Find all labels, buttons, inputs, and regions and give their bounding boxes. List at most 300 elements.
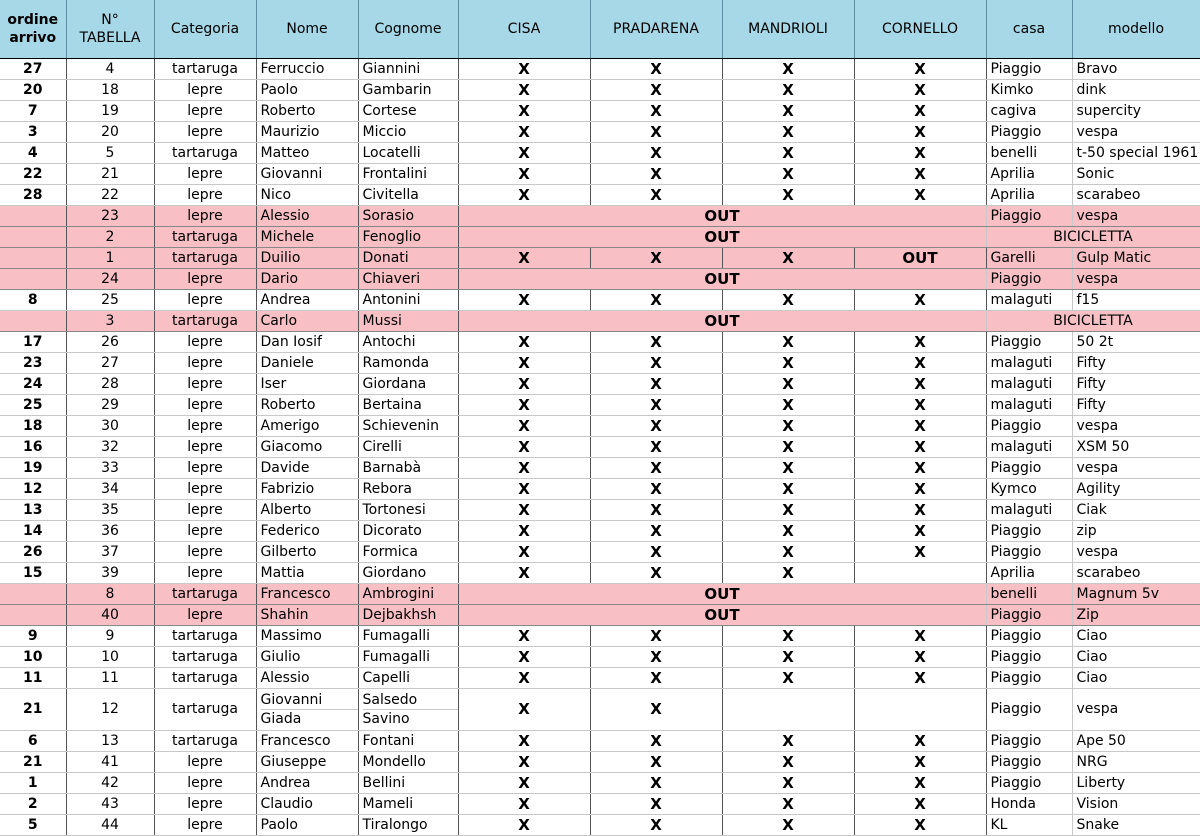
casa-cell: Piaggio bbox=[986, 668, 1072, 689]
ordine-arrivo-cell bbox=[0, 605, 66, 626]
table-body bbox=[0, 59, 1200, 836]
categoria-cell: lepre bbox=[154, 164, 256, 185]
table-row bbox=[0, 647, 1200, 668]
cornello-check-cell: X bbox=[854, 521, 986, 542]
cornello-check-cell: X bbox=[854, 59, 986, 80]
mandrioli-check-cell: X bbox=[722, 479, 854, 500]
cisa-check-cell: X bbox=[458, 458, 590, 479]
table-row bbox=[0, 248, 1200, 269]
casa-cell: Piaggio bbox=[986, 626, 1072, 647]
modello-cell: vespa bbox=[1072, 206, 1200, 227]
nome-cell: Claudio bbox=[256, 793, 358, 814]
nome-cell: Massimo bbox=[256, 626, 358, 647]
mandrioli-check-cell: X bbox=[722, 668, 854, 689]
pradarena-check-cell: X bbox=[590, 647, 722, 668]
modello-cell: vespa bbox=[1072, 689, 1200, 731]
mandrioli-check-cell: X bbox=[722, 500, 854, 521]
header-ordine-arrivo bbox=[0, 0, 66, 59]
ordine-arrivo-cell: 17 bbox=[0, 332, 66, 353]
mandrioli-check-cell: X bbox=[722, 563, 854, 584]
ordine-arrivo-cell: 22 bbox=[0, 164, 66, 185]
casa-cell: Piaggio bbox=[986, 332, 1072, 353]
modello-cell: Vision bbox=[1072, 793, 1200, 814]
modello-cell: supercity bbox=[1072, 101, 1200, 122]
pradarena-check-cell: X bbox=[590, 437, 722, 458]
modello-cell: scarabeo bbox=[1072, 563, 1200, 584]
categoria-cell: lepre bbox=[154, 500, 256, 521]
numero-tabella-cell: 37 bbox=[66, 542, 154, 563]
cognome-cell: Chiaveri bbox=[358, 269, 458, 290]
header-tabella: TABELLA bbox=[79, 30, 141, 46]
cognome-cell: Fumagalli bbox=[358, 626, 458, 647]
casa-cell: malaguti bbox=[986, 353, 1072, 374]
categoria-cell: lepre bbox=[154, 374, 256, 395]
casa-cell: Aprilia bbox=[986, 563, 1072, 584]
casa-cell: benelli bbox=[986, 143, 1072, 164]
table-row bbox=[0, 500, 1200, 521]
categoria-cell: lepre bbox=[154, 101, 256, 122]
cornello-check-cell: X bbox=[854, 395, 986, 416]
header-cornello: CORNELLO bbox=[854, 0, 986, 59]
ordine-arrivo-cell: 18 bbox=[0, 416, 66, 437]
ordine-arrivo-cell bbox=[0, 206, 66, 227]
casa-cell: Piaggio bbox=[986, 751, 1072, 772]
nome-cell: Alberto bbox=[256, 500, 358, 521]
header-arrivo: arrivo bbox=[9, 30, 57, 46]
ordine-arrivo-cell: 26 bbox=[0, 542, 66, 563]
modello-cell: Zip bbox=[1072, 605, 1200, 626]
cisa-check-cell: X bbox=[458, 185, 590, 206]
categoria-cell: lepre bbox=[154, 793, 256, 814]
cisa-check-cell: X bbox=[458, 689, 590, 731]
cisa-check-cell: X bbox=[458, 290, 590, 311]
cognome-cell: Bellini bbox=[358, 772, 458, 793]
cognome-cell: Rebora bbox=[358, 479, 458, 500]
mandrioli-check-cell: X bbox=[722, 751, 854, 772]
cisa-check-cell: X bbox=[458, 164, 590, 185]
cisa-check-cell: X bbox=[458, 500, 590, 521]
categoria-cell: lepre bbox=[154, 814, 256, 835]
modello-cell: zip bbox=[1072, 521, 1200, 542]
ordine-arrivo-cell bbox=[0, 248, 66, 269]
categoria-cell: lepre bbox=[154, 122, 256, 143]
nome-line: Giada bbox=[260, 710, 302, 727]
categoria-cell: tartaruga bbox=[154, 59, 256, 80]
table-row bbox=[0, 416, 1200, 437]
ordine-arrivo-cell: 3 bbox=[0, 122, 66, 143]
cognome-cell: Sorasio bbox=[358, 206, 458, 227]
categoria-cell: lepre bbox=[154, 542, 256, 563]
table-row bbox=[0, 772, 1200, 793]
cornello-check-cell: X bbox=[854, 290, 986, 311]
table-row bbox=[0, 814, 1200, 835]
numero-tabella-cell: 30 bbox=[66, 416, 154, 437]
numero-tabella-cell: 42 bbox=[66, 772, 154, 793]
pradarena-check-cell: X bbox=[590, 521, 722, 542]
numero-tabella-cell: 35 bbox=[66, 500, 154, 521]
cornello-check-cell bbox=[854, 689, 986, 731]
numero-tabella-cell: 25 bbox=[66, 290, 154, 311]
modello-cell: Sonic bbox=[1072, 164, 1200, 185]
ordine-arrivo-cell: 19 bbox=[0, 458, 66, 479]
modello-cell: Ciak bbox=[1072, 500, 1200, 521]
casa-cell: Piaggio bbox=[986, 730, 1072, 751]
nome-cell: Michele bbox=[256, 227, 358, 248]
pradarena-check-cell: X bbox=[590, 101, 722, 122]
out-cell: OUT bbox=[458, 227, 986, 248]
numero-tabella-cell: 43 bbox=[66, 793, 154, 814]
numero-tabella-cell: 36 bbox=[66, 521, 154, 542]
casa-cell: Garelli bbox=[986, 248, 1072, 269]
header-n-tabella bbox=[66, 0, 154, 59]
cognome-cell: Ambrogini bbox=[358, 584, 458, 605]
nome-cell: Matteo bbox=[256, 143, 358, 164]
cisa-check-cell: X bbox=[458, 668, 590, 689]
bicicletta-cell: BICICLETTA bbox=[986, 311, 1200, 332]
cornello-check-cell: X bbox=[854, 479, 986, 500]
table-row bbox=[0, 730, 1200, 751]
numero-tabella-cell: 24 bbox=[66, 269, 154, 290]
numero-tabella-cell: 19 bbox=[66, 101, 154, 122]
ordine-arrivo-cell: 6 bbox=[0, 730, 66, 751]
nome-cell: Iser bbox=[256, 374, 358, 395]
casa-cell: Piaggio bbox=[986, 772, 1072, 793]
modello-cell: Magnum 5v bbox=[1072, 584, 1200, 605]
mandrioli-check-cell: X bbox=[722, 730, 854, 751]
casa-cell: Piaggio bbox=[986, 521, 1072, 542]
pradarena-check-cell: X bbox=[590, 689, 722, 731]
ordine-arrivo-cell bbox=[0, 584, 66, 605]
casa-cell: malaguti bbox=[986, 437, 1072, 458]
cisa-check-cell: X bbox=[458, 101, 590, 122]
nome-cell: Duilio bbox=[256, 248, 358, 269]
nome-cell bbox=[256, 689, 358, 731]
pradarena-check-cell: X bbox=[590, 563, 722, 584]
mandrioli-check-cell: X bbox=[722, 374, 854, 395]
table-row bbox=[0, 59, 1200, 80]
pradarena-check-cell: X bbox=[590, 59, 722, 80]
numero-tabella-cell: 26 bbox=[66, 332, 154, 353]
numero-tabella-cell: 12 bbox=[66, 689, 154, 731]
pradarena-check-cell: X bbox=[590, 730, 722, 751]
cornello-check-cell: X bbox=[854, 122, 986, 143]
categoria-cell: tartaruga bbox=[154, 248, 256, 269]
casa-cell: Piaggio bbox=[986, 458, 1072, 479]
cognome-cell: Tiralongo bbox=[358, 814, 458, 835]
cornello-check-cell: X bbox=[854, 80, 986, 101]
pradarena-check-cell: X bbox=[590, 122, 722, 143]
ordine-arrivo-cell: 8 bbox=[0, 290, 66, 311]
numero-tabella-cell: 4 bbox=[66, 59, 154, 80]
modello-cell: NRG bbox=[1072, 751, 1200, 772]
table-row bbox=[0, 689, 1200, 731]
cisa-check-cell: X bbox=[458, 479, 590, 500]
ordine-arrivo-cell: 9 bbox=[0, 626, 66, 647]
cisa-check-cell: X bbox=[458, 751, 590, 772]
cisa-check-cell: X bbox=[458, 772, 590, 793]
cognome-cell: Frontalini bbox=[358, 164, 458, 185]
header-modello: modello bbox=[1072, 0, 1200, 59]
modello-cell: Bravo bbox=[1072, 59, 1200, 80]
cognome-cell: Cirelli bbox=[358, 437, 458, 458]
header-ordine: ordine bbox=[7, 12, 59, 28]
table-row bbox=[0, 458, 1200, 479]
mandrioli-check-cell: X bbox=[722, 164, 854, 185]
pradarena-check-cell: X bbox=[590, 416, 722, 437]
modello-cell: vespa bbox=[1072, 269, 1200, 290]
pradarena-check-cell: X bbox=[590, 668, 722, 689]
cisa-check-cell: X bbox=[458, 814, 590, 835]
cornello-check-cell bbox=[854, 563, 986, 584]
modello-cell: Ciao bbox=[1072, 668, 1200, 689]
pradarena-check-cell: X bbox=[590, 374, 722, 395]
casa-cell: Piaggio bbox=[986, 59, 1072, 80]
categoria-cell: tartaruga bbox=[154, 730, 256, 751]
cornello-check-cell: X bbox=[854, 814, 986, 835]
mandrioli-check-cell: X bbox=[722, 332, 854, 353]
cisa-check-cell: X bbox=[458, 374, 590, 395]
casa-cell: Piaggio bbox=[986, 269, 1072, 290]
cisa-check-cell: X bbox=[458, 248, 590, 269]
cognome-cell: Mussi bbox=[358, 311, 458, 332]
numero-tabella-cell: 8 bbox=[66, 584, 154, 605]
cisa-check-cell: X bbox=[458, 80, 590, 101]
pradarena-check-cell: X bbox=[590, 626, 722, 647]
cognome-cell: Fumagalli bbox=[358, 647, 458, 668]
modello-cell: dink bbox=[1072, 80, 1200, 101]
modello-cell: Agility bbox=[1072, 479, 1200, 500]
cornello-check-cell: X bbox=[854, 101, 986, 122]
cisa-check-cell: X bbox=[458, 395, 590, 416]
cognome-cell: Dejbakhsh bbox=[358, 605, 458, 626]
categoria-cell: lepre bbox=[154, 605, 256, 626]
cisa-check-cell: X bbox=[458, 730, 590, 751]
cornello-check-cell: X bbox=[854, 353, 986, 374]
numero-tabella-cell: 29 bbox=[66, 395, 154, 416]
numero-tabella-cell: 44 bbox=[66, 814, 154, 835]
table-row bbox=[0, 332, 1200, 353]
table-row bbox=[0, 374, 1200, 395]
cisa-check-cell: X bbox=[458, 59, 590, 80]
ordine-arrivo-cell: 27 bbox=[0, 59, 66, 80]
casa-cell: malaguti bbox=[986, 290, 1072, 311]
cognome-cell: Gambarin bbox=[358, 80, 458, 101]
cisa-check-cell: X bbox=[458, 143, 590, 164]
nome-cell: Giulio bbox=[256, 647, 358, 668]
nome-cell: Ferruccio bbox=[256, 59, 358, 80]
out-cell: OUT bbox=[458, 269, 986, 290]
table-row bbox=[0, 164, 1200, 185]
nome-cell: Fabrizio bbox=[256, 479, 358, 500]
table-row bbox=[0, 437, 1200, 458]
ordine-arrivo-cell: 24 bbox=[0, 374, 66, 395]
mandrioli-check-cell: X bbox=[722, 542, 854, 563]
numero-tabella-cell: 18 bbox=[66, 80, 154, 101]
cornello-check-cell: X bbox=[854, 647, 986, 668]
modello-cell: vespa bbox=[1072, 542, 1200, 563]
numero-tabella-cell: 41 bbox=[66, 751, 154, 772]
header-nome: Nome bbox=[256, 0, 358, 59]
casa-cell: Piaggio bbox=[986, 605, 1072, 626]
casa-cell: Kymco bbox=[986, 479, 1072, 500]
ordine-arrivo-cell: 23 bbox=[0, 353, 66, 374]
out-cell: OUT bbox=[458, 605, 986, 626]
nome-cell: Paolo bbox=[256, 80, 358, 101]
nome-cell: Amerigo bbox=[256, 416, 358, 437]
casa-cell: Kimko bbox=[986, 80, 1072, 101]
nome-cell: Paolo bbox=[256, 814, 358, 835]
categoria-cell: lepre bbox=[154, 416, 256, 437]
casa-cell: Piaggio bbox=[986, 416, 1072, 437]
pradarena-check-cell: X bbox=[590, 793, 722, 814]
numero-tabella-cell: 40 bbox=[66, 605, 154, 626]
cognome-cell: Barnabà bbox=[358, 458, 458, 479]
modello-cell: Liberty bbox=[1072, 772, 1200, 793]
numero-tabella-cell: 11 bbox=[66, 668, 154, 689]
cornello-out-cell: OUT bbox=[854, 248, 986, 269]
categoria-cell: lepre bbox=[154, 80, 256, 101]
modello-cell: Fifty bbox=[1072, 395, 1200, 416]
mandrioli-check-cell: X bbox=[722, 80, 854, 101]
numero-tabella-cell: 10 bbox=[66, 647, 154, 668]
pradarena-check-cell: X bbox=[590, 458, 722, 479]
mandrioli-check-cell: X bbox=[722, 143, 854, 164]
header-cognome: Cognome bbox=[358, 0, 458, 59]
numero-tabella-cell: 13 bbox=[66, 730, 154, 751]
header-row bbox=[0, 0, 1200, 59]
numero-tabella-cell: 33 bbox=[66, 458, 154, 479]
pradarena-check-cell: X bbox=[590, 542, 722, 563]
cornello-check-cell: X bbox=[854, 437, 986, 458]
header-cisa: CISA bbox=[458, 0, 590, 59]
mandrioli-check-cell: X bbox=[722, 290, 854, 311]
nome-cell: Shahin bbox=[256, 605, 358, 626]
ordine-arrivo-cell: 21 bbox=[0, 751, 66, 772]
ordine-arrivo-cell: 15 bbox=[0, 563, 66, 584]
ordine-arrivo-cell: 1 bbox=[0, 772, 66, 793]
cognome-cell: Tortonesi bbox=[358, 500, 458, 521]
out-cell: OUT bbox=[458, 584, 986, 605]
cisa-check-cell: X bbox=[458, 626, 590, 647]
cognome-cell: Miccio bbox=[358, 122, 458, 143]
pradarena-check-cell: X bbox=[590, 814, 722, 835]
mandrioli-check-cell: X bbox=[722, 814, 854, 835]
nome-cell: Maurizio bbox=[256, 122, 358, 143]
ordine-arrivo-cell: 12 bbox=[0, 479, 66, 500]
ordine-arrivo-cell: 11 bbox=[0, 668, 66, 689]
cornello-check-cell: X bbox=[854, 730, 986, 751]
casa-cell: KL bbox=[986, 814, 1072, 835]
table-row bbox=[0, 185, 1200, 206]
pradarena-check-cell: X bbox=[590, 751, 722, 772]
ordine-arrivo-cell: 5 bbox=[0, 814, 66, 835]
numero-tabella-cell: 3 bbox=[66, 311, 154, 332]
numero-tabella-cell: 22 bbox=[66, 185, 154, 206]
categoria-cell: tartaruga bbox=[154, 689, 256, 731]
categoria-cell: tartaruga bbox=[154, 227, 256, 248]
categoria-cell: lepre bbox=[154, 185, 256, 206]
table-row bbox=[0, 143, 1200, 164]
cognome-cell: Dicorato bbox=[358, 521, 458, 542]
mandrioli-check-cell: X bbox=[722, 647, 854, 668]
categoria-cell: tartaruga bbox=[154, 668, 256, 689]
cognome-cell: Fontani bbox=[358, 730, 458, 751]
categoria-cell: tartaruga bbox=[154, 143, 256, 164]
cisa-check-cell: X bbox=[458, 793, 590, 814]
casa-cell: malaguti bbox=[986, 395, 1072, 416]
nome-cell: Roberto bbox=[256, 101, 358, 122]
cornello-check-cell: X bbox=[854, 164, 986, 185]
table-row bbox=[0, 479, 1200, 500]
pradarena-check-cell: X bbox=[590, 164, 722, 185]
casa-cell: Honda bbox=[986, 793, 1072, 814]
pradarena-check-cell: X bbox=[590, 248, 722, 269]
table-row bbox=[0, 793, 1200, 814]
cisa-check-cell: X bbox=[458, 437, 590, 458]
nome-cell: Mattia bbox=[256, 563, 358, 584]
mandrioli-check-cell: X bbox=[722, 395, 854, 416]
mandrioli-check-cell: X bbox=[722, 353, 854, 374]
nome-cell: Carlo bbox=[256, 311, 358, 332]
cornello-check-cell: X bbox=[854, 332, 986, 353]
categoria-cell: lepre bbox=[154, 751, 256, 772]
cornello-check-cell: X bbox=[854, 374, 986, 395]
ordine-arrivo-cell bbox=[0, 269, 66, 290]
pradarena-check-cell: X bbox=[590, 80, 722, 101]
nome-cell: Giuseppe bbox=[256, 751, 358, 772]
categoria-cell: tartaruga bbox=[154, 647, 256, 668]
nome-line: Giovanni bbox=[261, 691, 358, 710]
table-row bbox=[0, 101, 1200, 122]
table-row bbox=[0, 521, 1200, 542]
table-row bbox=[0, 311, 1200, 332]
cornello-check-cell: X bbox=[854, 793, 986, 814]
modello-cell: f15 bbox=[1072, 290, 1200, 311]
nome-cell: Andrea bbox=[256, 290, 358, 311]
modello-cell: Ciao bbox=[1072, 626, 1200, 647]
categoria-cell: lepre bbox=[154, 290, 256, 311]
cisa-check-cell: X bbox=[458, 122, 590, 143]
categoria-cell: lepre bbox=[154, 479, 256, 500]
nome-cell: Andrea bbox=[256, 772, 358, 793]
categoria-cell: lepre bbox=[154, 353, 256, 374]
numero-tabella-cell: 34 bbox=[66, 479, 154, 500]
nome-cell: Dario bbox=[256, 269, 358, 290]
table-row bbox=[0, 122, 1200, 143]
nome-cell: Daniele bbox=[256, 353, 358, 374]
cornello-check-cell: X bbox=[854, 143, 986, 164]
cognome-cell: Antochi bbox=[358, 332, 458, 353]
casa-cell: benelli bbox=[986, 584, 1072, 605]
casa-cell: Piaggio bbox=[986, 647, 1072, 668]
ordine-arrivo-cell: 7 bbox=[0, 101, 66, 122]
mandrioli-check-cell: X bbox=[722, 521, 854, 542]
ordine-arrivo-cell: 4 bbox=[0, 143, 66, 164]
casa-cell: Aprilia bbox=[986, 185, 1072, 206]
modello-cell: XSM 50 bbox=[1072, 437, 1200, 458]
nome-cell: Gilberto bbox=[256, 542, 358, 563]
table-row bbox=[0, 542, 1200, 563]
header-n: N° bbox=[101, 12, 119, 28]
mandrioli-check-cell: X bbox=[722, 626, 854, 647]
modello-cell: Snake bbox=[1072, 814, 1200, 835]
cisa-check-cell: X bbox=[458, 353, 590, 374]
nome-cell: Davide bbox=[256, 458, 358, 479]
pradarena-check-cell: X bbox=[590, 479, 722, 500]
pradarena-check-cell: X bbox=[590, 395, 722, 416]
ordine-arrivo-cell: 16 bbox=[0, 437, 66, 458]
mandrioli-check-cell: X bbox=[722, 458, 854, 479]
